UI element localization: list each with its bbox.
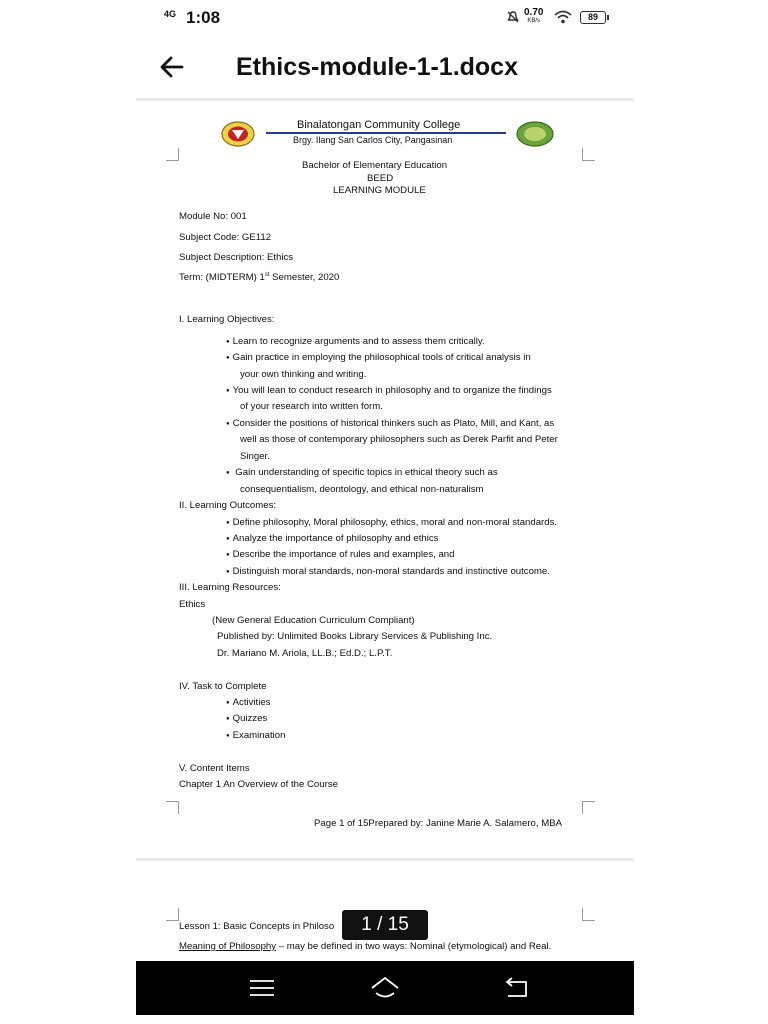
navigation-bar [136,961,634,1015]
meaning-line [179,941,551,952]
list-item: ● Describe the importance of rules and examples, and [226,549,454,560]
page-footer [314,818,562,829]
divider [136,98,634,101]
list-item: ● Activities [226,697,270,708]
status-bar [136,0,634,38]
list-item: ● Analyze the importance of philosophy and ethics [226,533,438,544]
margin-mark [582,801,595,814]
net-speed-unit: KB/s [527,18,541,24]
status-time: 1:08 [186,8,221,27]
resource-line: Dr. Mariano M. Ariola, LL.B.; Ed.D.; L.P.T. [217,648,393,659]
home-icon[interactable] [369,973,401,1003]
resource-line: Published by: Unlimited Books Library Services & Publishing Inc. [217,631,493,642]
college-logo-right [516,120,554,148]
network-indicator: 4G [164,9,177,19]
resources-heading: III. Learning Resources: [179,582,281,593]
college-name: Binalatongan Community College [297,119,461,131]
meaning-term: Meaning of Philosophy [179,941,277,952]
resource-title: Ethics [179,599,206,610]
program-code: BEED [367,173,394,184]
list-item: ● Consider the positions of historical thinkers such as Plato, Mill, and Kant, as [226,418,554,429]
meaning-rest: – may be defined in two ways: Nominal (etymological) and Real. [276,941,552,952]
margin-mark [582,908,595,921]
margin-mark [166,801,179,814]
subject-code: Subject Code: GE112 [179,232,272,243]
list-item-continued: of your research into written form. [240,401,383,412]
resource-line: (New General Education Curriculum Compliant) [212,615,415,626]
subject-description: Subject Description: Ethics [179,252,294,263]
margin-mark [582,148,595,161]
document-title: Ethics-module-1-1.docx [236,53,518,81]
menu-icon[interactable] [246,973,278,1003]
page-indicator: 1 / 15 [342,910,428,940]
list-item-continued: well as those of contemporary philosophers such as Derek Parfit and Peter [240,434,558,445]
document-page-1 [136,104,634,856]
header-rule [266,132,506,134]
module-type: LEARNING MODULE [333,185,426,196]
list-item-continued: consequentialism, deontology, and ethical non-naturalism [240,484,484,495]
list-item-continued: Singer. [240,451,270,462]
list-item: ● You will lean to conduct research in philosophy and to organize the findings [226,385,552,396]
program-name: Bachelor of Elementary Education [302,160,448,171]
term [179,272,339,283]
module-number: Module No: 001 [179,211,247,222]
college-address: Brgy. Ilang San Carlos City, Pangasinan [293,135,453,145]
footer-page-number: Page 1 of 15 [314,818,369,829]
tasks-heading: IV. Task to Complete [179,681,267,692]
return-icon[interactable] [500,973,532,1003]
net-speed-value: 0.70 [524,7,544,18]
back-arrow-icon[interactable] [158,52,188,82]
term-sup: st [264,272,270,278]
list-item: ● Quizzes [226,713,267,724]
term-text: Term: (MIDTERM) 1 [179,272,265,283]
mute-icon [506,10,520,24]
objectives-heading: I. Learning Objectives: [179,314,275,325]
list-item: ● Learn to recognize arguments and to assess them critically. [226,336,485,347]
list-item: ● Define philosophy, Moral philosophy, ethics, moral and non-moral standards. [226,517,557,528]
list-item: ● Examination [226,730,285,741]
footer-prepared-by: Prepared by: Janine Marie A. Salamero, MBA [368,818,562,829]
list-item: ● Distinguish moral standards, non-moral standards and instinctive outcome. [226,566,550,577]
list-item: ● Gain understanding of specific topics in ethical theory such as [226,467,498,478]
term-text-end: Semester, 2020 [269,272,340,283]
wifi-icon [554,10,572,24]
page-divider [136,858,634,861]
battery-icon: 89 [580,11,606,24]
college-logo-left [220,120,256,148]
content-heading: V. Content Items [179,763,250,774]
margin-mark [166,908,179,921]
margin-mark [166,148,179,161]
net-speed [524,8,543,26]
list-item: ● Gain practice in employing the philosophical tools of critical analysis in [226,352,531,363]
content-item: Chapter 1 An Overview of the Course [179,779,338,790]
list-item-continued: your own thinking and writing. [240,369,367,380]
lesson-heading: Lesson 1: Basic Concepts in Philoso [179,921,335,932]
outcomes-heading: II. Learning Outcomes: [179,500,277,511]
